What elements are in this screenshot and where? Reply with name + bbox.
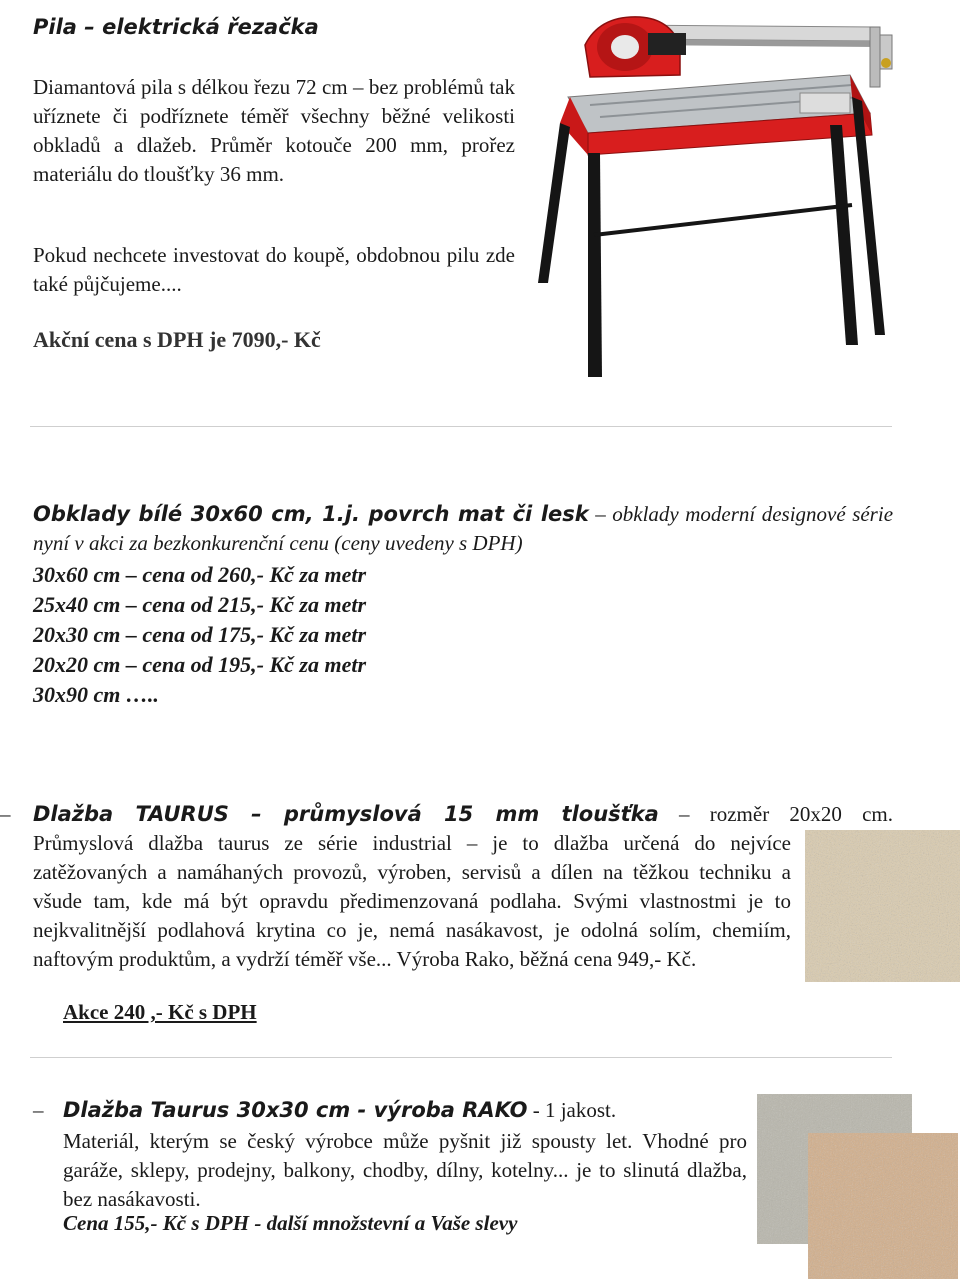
taurus-beige-tile-image [805, 830, 960, 982]
white-tiles-heading [33, 500, 893, 558]
price-line-30x90: 30x90 cm ….. [33, 682, 159, 707]
taurus-tan-tile-image [808, 1133, 958, 1279]
taurus-industrial-offer: Akce 240 ,- Kč s DPH [63, 1000, 257, 1024]
bullet-dash: – [0, 802, 11, 826]
taurus-industrial-size: – rozměr 20x20 cm. [679, 802, 894, 826]
saw-rental-note: Pokud nechcete investovat do koupě, obdobnou pilu zde také půjčujeme.... [33, 243, 515, 296]
taurus-rako-description: Materiál, kterým se český výrobce může pyšnit již spousty let. Vhodné pro garáže, sklepy, prodejny, balkony, chodby, dílny, kotelny... je to slinutá dlažba, bez nasákavosti. [63, 1129, 747, 1211]
saw-title: Pila – elektrická řezačka [33, 15, 319, 39]
tile-saw-image [530, 5, 900, 385]
taurus-rako-quality: - 1 jakost. [532, 1098, 617, 1122]
white-tiles-price-list [33, 560, 366, 710]
taurus-rako-title: Dlažba Taurus 30x30 cm - výroba RAKO [63, 1098, 528, 1122]
white-tiles-title: Obklady bílé 30x60 cm, 1.j. povrch mat či lesk [33, 502, 589, 526]
taurus-rako-price: Cena 155,- Kč s DPH - další množstevní a Vaše slevy [63, 1211, 518, 1235]
bullet-dash: – [33, 1098, 44, 1122]
price-line-20x20: 20x20 cm – cena od 195,- Kč za metr [33, 652, 367, 677]
saw-price: Akční cena s DPH je 7090,- Kč [33, 327, 321, 352]
saw-description: Diamantová pila s délkou řezu 72 cm – bez problémů tak uříznete či podříznete téměř všechny běžné velikosti obkladů a dlažeb. Průměr kotouče 200 mm, prořez materiálu do tloušťky 36 mm. [33, 75, 515, 186]
taurus-rako-heading [63, 1096, 616, 1125]
divider [30, 426, 892, 427]
taurus-industrial-heading [33, 800, 893, 829]
price-line-25x40: 25x40 cm – cena od 215,- Kč za metr [33, 592, 367, 617]
white-tiles-intro: – obklady moderní designové série nyní v akci za bezkonkurenční cenu (ceny uvedeny s DPH) [33, 502, 894, 555]
taurus-industrial-title: Dlažba TAURUS – průmyslová 15 mm tloušťka [33, 802, 659, 826]
price-line-30x60: 30x60 cm – cena od 260,- Kč za metr [33, 562, 367, 587]
taurus-industrial-description: Průmyslová dlažba taurus ze série industrial – je to dlažba určená do nejvíce zatěžovaných a namáhaných provozů, výroben, servisů a dílen na těžkou techniku a všude tam, kde má být opravdu předimenzovaná podlaha. Svými vlastnostmi je to nejkvalitnější podlahová krytina co je, nemá nasákavost, je odolná solím, chemiím, naftovým produktům, a vydrží téměř vše... Výroba Rako, běžná cena 949,- Kč. [33, 831, 791, 971]
price-line-20x30: 20x30 cm – cena od 175,- Kč za metr [33, 622, 367, 647]
divider [30, 1057, 892, 1058]
